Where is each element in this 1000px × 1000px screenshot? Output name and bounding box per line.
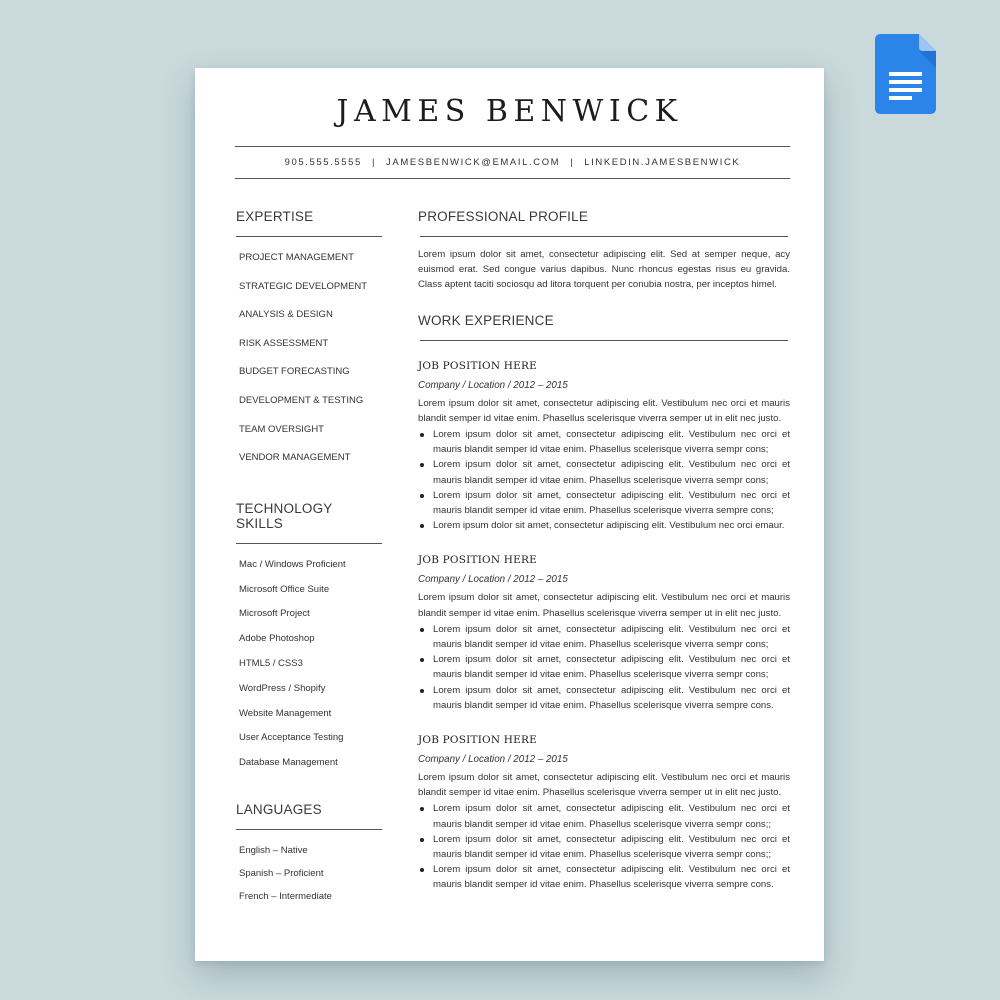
- job-title: JOB POSITION HERE: [418, 554, 537, 567]
- job-bullet: Lorem ipsum dolor sit amet, consectetur adipiscing elit. Vestibulum nec orci emaur.: [418, 518, 790, 533]
- technology-item: Database Management: [239, 757, 338, 769]
- resume-page: [195, 68, 824, 961]
- contact-separator: |: [371, 157, 377, 168]
- header-top-rule: [235, 146, 790, 147]
- job-entry: [418, 554, 790, 713]
- section-title-expertise: EXPERTISE: [236, 209, 314, 224]
- languages-section: [236, 802, 382, 912]
- language-item: French – Intermediate: [239, 890, 332, 902]
- section-rule: [420, 236, 788, 237]
- job-bullets: [418, 801, 790, 892]
- profile-text: Lorem ipsum dolor sit amet, consectetur adipiscing elit. Sed at semper neque, acy euismod erat. Sed congue varius dapibus. Nunc rhoncus egestas risus eu gravida. Class aptent taciti sociosqu ad litora torquent per conubia nostra, per inceptos himel.: [418, 249, 790, 291]
- section-rule: [236, 829, 382, 830]
- section-title-profile: PROFESSIONAL PROFILE: [418, 209, 589, 224]
- job-bullet: Lorem ipsum dolor sit amet, consectetur adipiscing elit. Vestibulum nec orci et mauris blandit semper id vitae enim. Phasellus scelerisque viverra sempr cons;: [418, 457, 790, 487]
- job-bullet: Lorem ipsum dolor sit amet, consectetur adipiscing elit. Vestibulum nec orci et mauris blandit semper id vitae enim. Phasellus scelerisque viverra sempr cons;;: [418, 832, 790, 862]
- job-meta: Company / Location / 2012 – 2015: [418, 574, 568, 586]
- job-bullet: Lorem ipsum dolor sit amet, consectetur adipiscing elit. Vestibulum nec orci et mauris blandit semper id vitae enim. Phasellus scelerisque viverra sempr cons;: [418, 427, 790, 457]
- expertise-item: TEAM OVERSIGHT: [239, 423, 324, 435]
- job-bullet: Lorem ipsum dolor sit amet, consectetur adipiscing elit. Vestibulum nec orci et mauris blandit semper id vitae enim. Phasellus scelerisque viverra sempre cons.: [418, 683, 790, 713]
- job-bullets: [418, 427, 790, 533]
- job-meta: Company / Location / 2012 – 2015: [418, 379, 568, 391]
- right-column: [418, 209, 790, 893]
- section-title-work: WORK EXPERIENCE: [418, 312, 554, 328]
- job-bullet: Lorem ipsum dolor sit amet, consectetur adipiscing elit. Vestibulum nec orci et mauris blandit semper id vitae enim. Phasellus scelerisque viverra sempre cons.: [418, 862, 790, 892]
- job-bullets: [418, 622, 790, 713]
- header-bottom-rule: [235, 178, 790, 179]
- expertise-item: BUDGET FORECASTING: [239, 366, 350, 378]
- section-title-technology: TECHNOLOGY SKILLS: [236, 500, 333, 531]
- left-column: [236, 209, 382, 912]
- section-rule: [236, 543, 382, 544]
- technology-item: Microsoft Project: [239, 608, 310, 620]
- technology-item: Website Management: [239, 707, 332, 719]
- job-bullet: Lorem ipsum dolor sit amet, consectetur adipiscing elit. Vestibulum nec orci et mauris blandit semper id vitae enim. Phasellus scelerisque viverra sempre cons;: [418, 488, 790, 518]
- language-item: English – Native: [239, 844, 308, 856]
- language-item: Spanish – Proficient: [239, 867, 324, 879]
- resume-name: JAMES BENWICK: [336, 94, 683, 129]
- technology-item: HTML5 / CSS3: [239, 657, 303, 669]
- expertise-item: VENDOR MANAGEMENT: [239, 452, 351, 464]
- contact-email: JAMESBENWICK@EMAIL.COM: [386, 157, 561, 168]
- languages-list: [236, 843, 382, 912]
- technology-item: Microsoft Office Suite: [239, 583, 330, 595]
- job-bullet: Lorem ipsum dolor sit amet, consectetur adipiscing elit. Vestibulum nec orci et mauris blandit semper id vitae enim. Phasellus scelerisque viverra sempr cons;;: [418, 801, 790, 831]
- contact-phone: 905.555.5555: [284, 157, 362, 168]
- technology-section: [236, 501, 382, 780]
- job-summary: Lorem ipsum dolor sit amet, consectetur adipiscing elit. Vestibulum nec orci et mauris blandit semper id vitae enim. Phasellus scelerisque viverra semper ut in elit nec justo.: [418, 592, 790, 619]
- expertise-section: [236, 209, 382, 479]
- google-docs-icon: [875, 34, 936, 114]
- technology-list: [236, 557, 382, 780]
- contact-separator: |: [570, 157, 575, 168]
- contact-linkedin: LINKEDIN.JAMESBENWICK: [584, 157, 741, 168]
- job-bullet: Lorem ipsum dolor sit amet, consectetur adipiscing elit. Vestibulum nec orci et mauris blandit semper id vitae enim. Phasellus scelerisque viverra sempr cons;: [418, 652, 790, 682]
- job-summary: Lorem ipsum dolor sit amet, consectetur adipiscing elit. Vestibulum nec orci et mauris blandit semper id vitae enim. Phasellus scelerisque viverra semper ut in elit nec justo.: [418, 397, 790, 424]
- job-entry: [418, 734, 790, 893]
- work-section: [418, 313, 790, 893]
- section-rule: [420, 340, 788, 341]
- expertise-item: ANALYSIS & DESIGN: [239, 309, 333, 321]
- technology-item: WordPress / Shopify: [239, 682, 326, 694]
- job-entry: [418, 360, 790, 534]
- section-title-languages: LANGUAGES: [236, 801, 322, 817]
- job-meta: Company / Location / 2012 – 2015: [418, 754, 568, 766]
- technology-item: User Acceptance Testing: [239, 732, 344, 744]
- section-rule: [236, 236, 382, 237]
- job-bullet: Lorem ipsum dolor sit amet, consectetur adipiscing elit. Vestibulum nec orci et mauris blandit semper id vitae enim. Phasellus scelerisque viverra sempr cons;: [418, 622, 790, 652]
- expertise-item: STRATEGIC DEVELOPMENT: [239, 280, 368, 292]
- job-title: JOB POSITION HERE: [418, 734, 537, 747]
- technology-item: Adobe Photoshop: [239, 633, 315, 645]
- profile-section: [418, 209, 790, 293]
- job-summary: Lorem ipsum dolor sit amet, consectetur adipiscing elit. Vestibulum nec orci et mauris blandit semper id vitae enim. Phasellus scelerisque viverra semper ut in elit nec justo.: [418, 772, 790, 799]
- technology-item: Mac / Windows Proficient: [239, 558, 346, 570]
- job-title: JOB POSITION HERE: [418, 359, 537, 372]
- expertise-item: DEVELOPMENT & TESTING: [239, 394, 364, 406]
- expertise-item: PROJECT MANAGEMENT: [239, 252, 354, 263]
- expertise-item: RISK ASSESSMENT: [239, 337, 329, 349]
- expertise-list: [236, 250, 382, 479]
- contact-line: [235, 157, 790, 168]
